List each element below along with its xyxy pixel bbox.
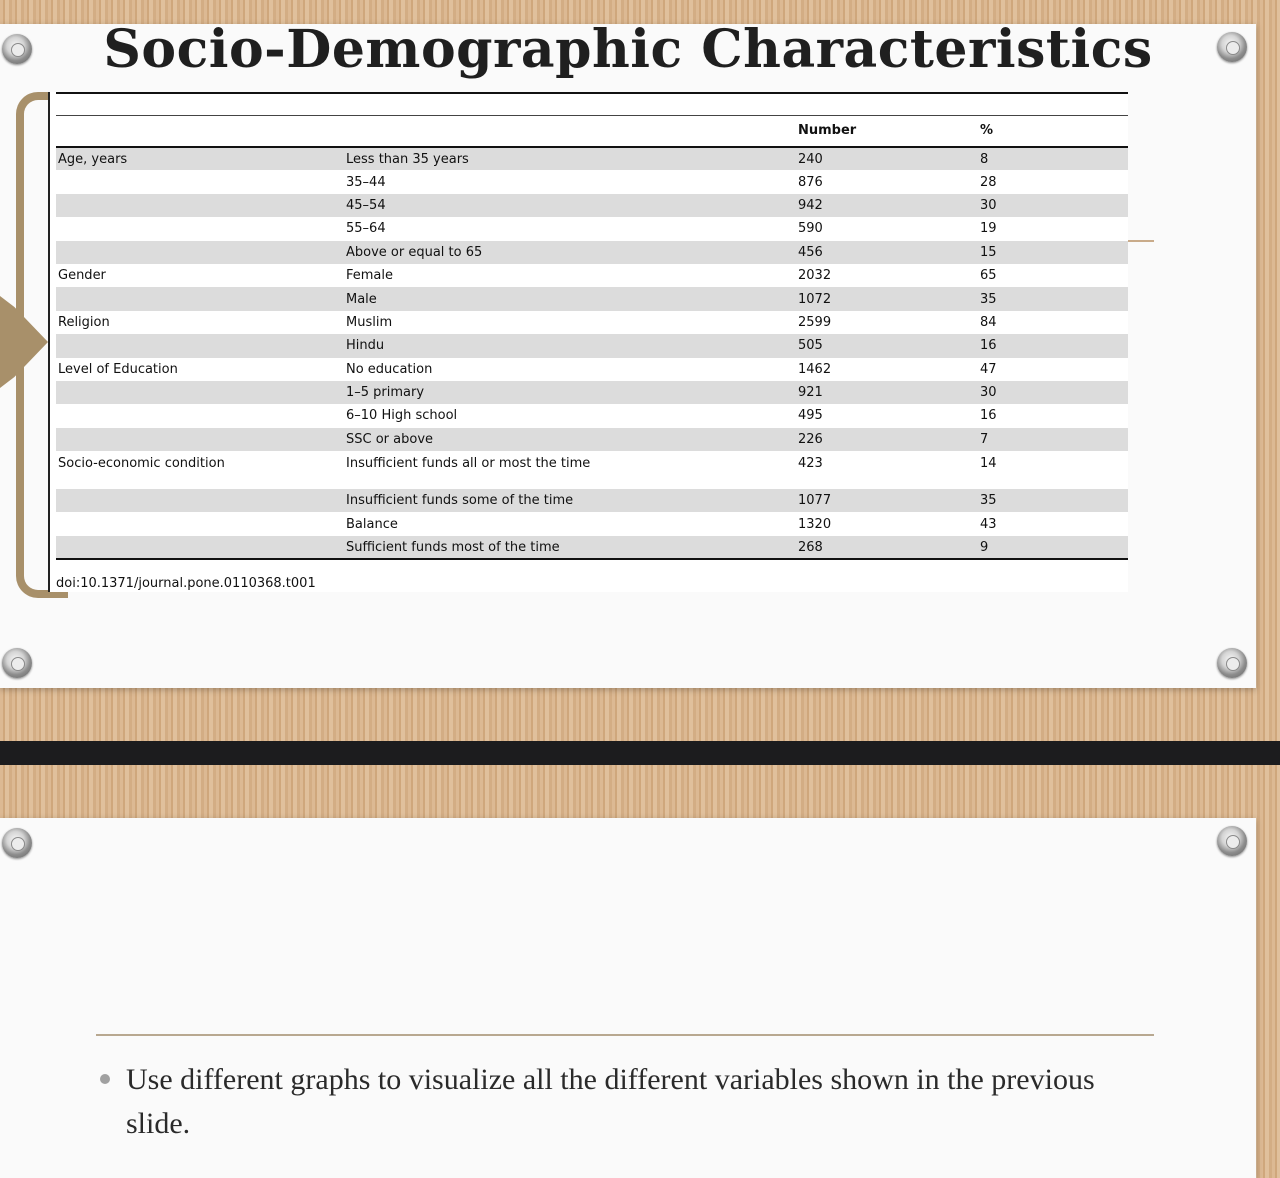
row-number: 2599	[798, 314, 832, 330]
row-category: Socio-economic condition	[58, 456, 225, 472]
table-row	[56, 451, 1128, 489]
slide-1	[0, 19, 1256, 688]
row-category	[56, 381, 344, 404]
row-percent: 28	[980, 174, 997, 190]
row-category	[56, 194, 344, 217]
table-row	[56, 217, 1128, 240]
table-row	[56, 428, 1128, 451]
row-number: 268	[796, 536, 978, 559]
row-category	[56, 489, 344, 512]
row-number: 226	[796, 428, 978, 451]
row-category: Age, years	[56, 147, 344, 170]
row-category	[56, 428, 344, 451]
table-top-rule	[56, 93, 1128, 115]
table-row	[56, 287, 1128, 310]
pushpin-icon	[1217, 648, 1247, 678]
horizontal-rule	[96, 1034, 1154, 1036]
row-item: Balance	[346, 516, 398, 532]
row-number: 2032	[798, 268, 832, 284]
row-category	[56, 241, 344, 264]
row-percent: 9	[978, 536, 1128, 559]
row-percent: 30	[978, 381, 1128, 404]
row-category: Gender	[58, 268, 106, 284]
row-category: Level of Education	[58, 361, 178, 377]
row-percent: 35	[978, 287, 1128, 310]
row-category	[56, 404, 344, 427]
row-number: 495	[798, 408, 823, 424]
row-item: Hindu	[344, 334, 796, 357]
row-number: 456	[796, 241, 978, 264]
bullet-text: Use different graphs to visualize all the different variables shown in the previous slide.	[126, 1063, 1095, 1140]
row-percent: 14	[980, 456, 997, 472]
row-item: SSC or above	[344, 428, 796, 451]
row-number: 423	[798, 456, 823, 472]
row-item: Muslim	[346, 314, 393, 330]
doi-citation: doi:10.1371/journal.pone.0110368.t001	[56, 576, 316, 591]
row-item: Insufficient funds all or most the time	[346, 456, 591, 472]
row-number: 1320	[798, 516, 832, 532]
table-row	[56, 381, 1128, 404]
row-number: 876	[798, 174, 823, 190]
row-number: 1462	[798, 361, 832, 377]
row-item: 45–54	[344, 194, 796, 217]
row-percent: 30	[978, 194, 1128, 217]
table-row	[56, 194, 1128, 217]
table-row	[56, 512, 1128, 535]
decorative-line	[1128, 240, 1154, 242]
row-category	[56, 334, 344, 357]
table-row	[56, 170, 1128, 193]
row-number: 1072	[796, 287, 978, 310]
table-row	[56, 404, 1128, 427]
row-percent: 19	[980, 221, 997, 237]
row-item: Female	[346, 268, 394, 284]
table-row	[56, 311, 1128, 334]
row-percent: 16	[978, 334, 1128, 357]
row-number: 921	[796, 381, 978, 404]
row-category	[56, 512, 344, 535]
header-number: Number	[796, 115, 978, 147]
row-category	[56, 217, 344, 240]
row-item: 55–64	[346, 221, 386, 237]
row-percent: 35	[978, 489, 1128, 512]
row-item: Male	[344, 287, 796, 310]
row-number: 1077	[796, 489, 978, 512]
row-category	[56, 287, 344, 310]
slide-divider	[0, 741, 1280, 765]
bullet-icon	[100, 1074, 110, 1084]
row-item: 35–44	[346, 174, 386, 190]
table-row	[56, 147, 1128, 170]
header-percent: %	[978, 115, 1128, 147]
row-percent: 7	[978, 428, 1128, 451]
row-number: 590	[798, 221, 823, 237]
pushpin-icon	[1217, 826, 1247, 856]
table-container	[48, 92, 1128, 592]
row-percent: 15	[978, 241, 1128, 264]
table-row	[56, 264, 1128, 287]
row-number: 505	[796, 334, 978, 357]
row-item: Insufficient funds some of the time	[344, 489, 796, 512]
table-row	[56, 241, 1128, 264]
row-percent: 16	[980, 408, 997, 424]
header-category	[56, 115, 344, 147]
table-row	[56, 489, 1128, 512]
header-item	[344, 115, 796, 147]
row-percent: 84	[980, 314, 997, 330]
pushpin-icon	[2, 828, 32, 858]
row-number: 942	[796, 194, 978, 217]
slide-2	[0, 818, 1256, 1178]
row-item: Above or equal to 65	[344, 241, 796, 264]
row-item: 1–5 primary	[344, 381, 796, 404]
row-item: 6–10 High school	[346, 408, 458, 424]
row-percent: 8	[978, 147, 1128, 170]
table-header-row	[56, 115, 1128, 147]
row-item: Sufficient funds most of the time	[344, 536, 796, 559]
table-row	[56, 334, 1128, 357]
row-item: No education	[346, 361, 433, 377]
slide-title: Socio-Demographic Characteristics	[103, 19, 1153, 80]
row-percent: 43	[980, 516, 997, 532]
row-category	[56, 170, 344, 193]
table-row	[56, 536, 1128, 559]
row-item: Less than 35 years	[344, 147, 796, 170]
demographics-table	[56, 92, 1128, 560]
pushpin-icon	[2, 648, 32, 678]
row-category	[56, 536, 344, 559]
row-percent: 47	[980, 361, 997, 377]
row-category: Religion	[58, 314, 110, 330]
row-number: 240	[796, 147, 978, 170]
table-row	[56, 358, 1128, 381]
row-percent: 65	[980, 268, 997, 284]
